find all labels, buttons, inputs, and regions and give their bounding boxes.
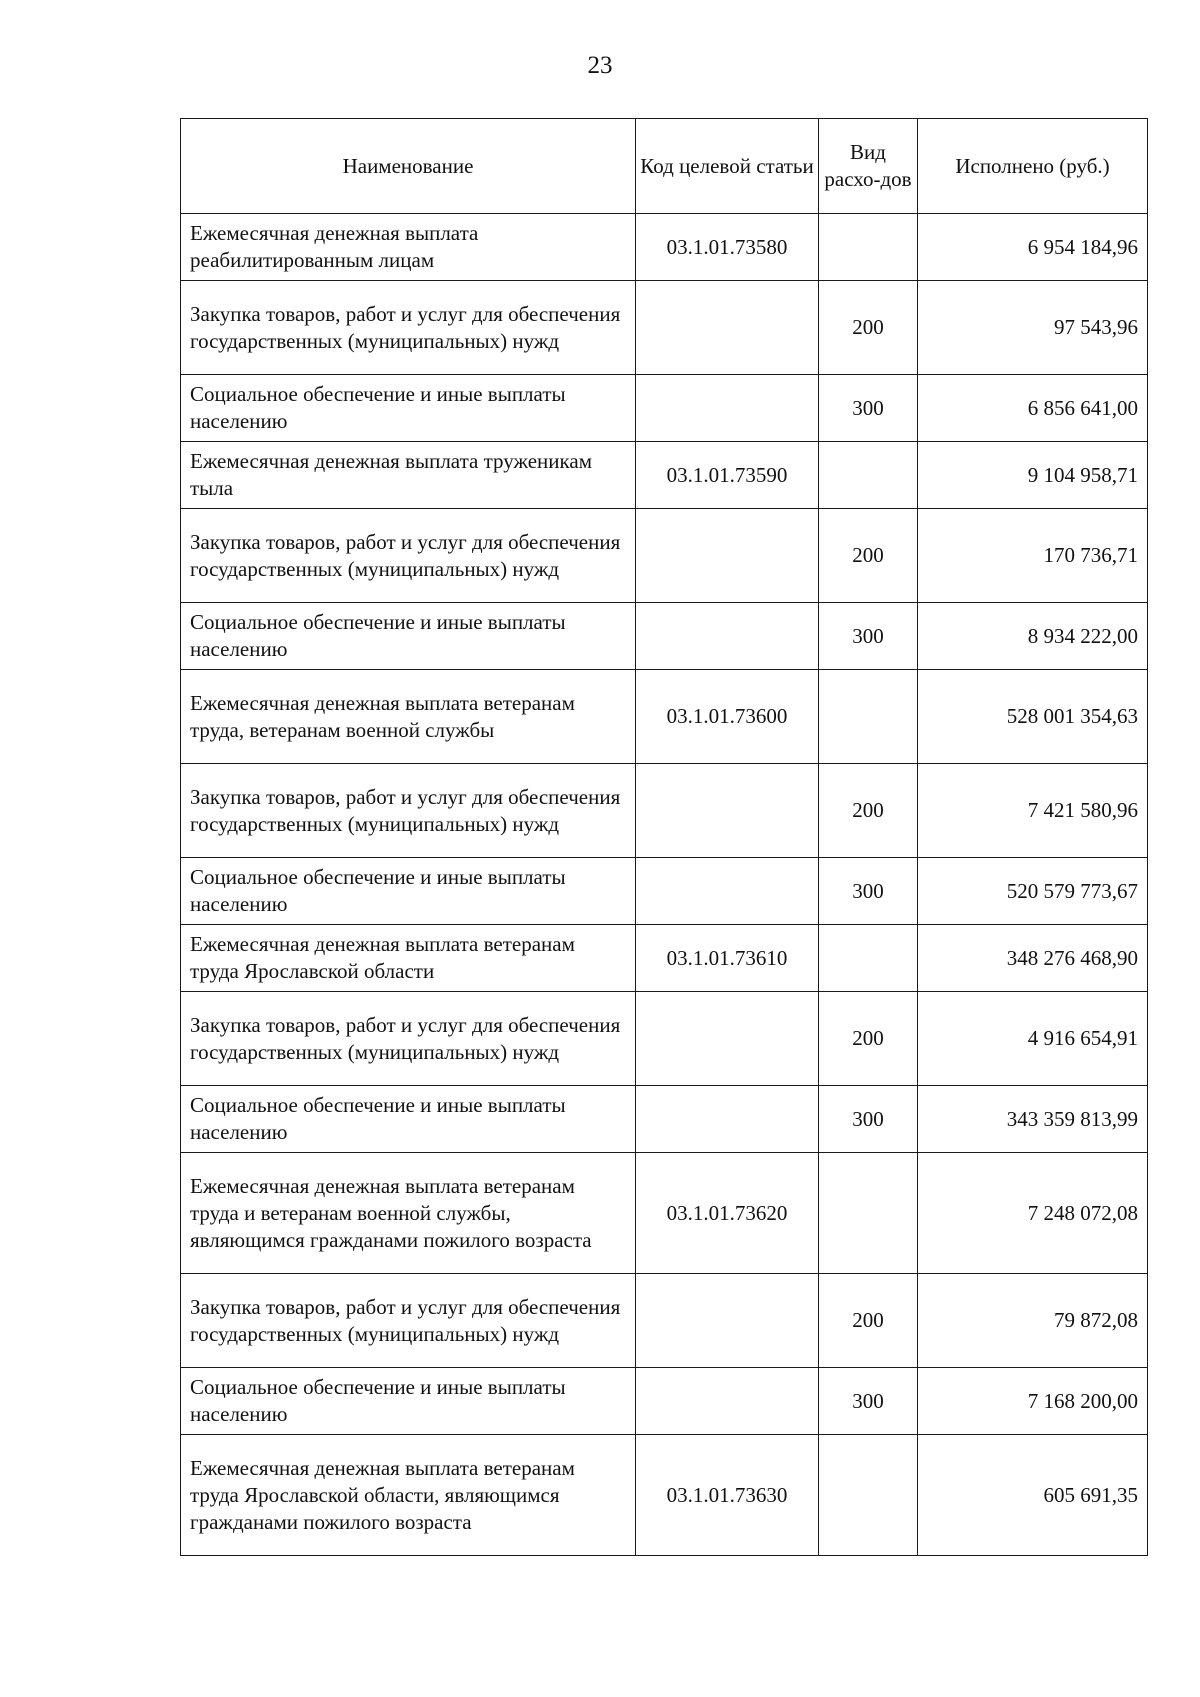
row-amount: 520 579 773,67 (918, 858, 1148, 925)
row-amount: 4 916 654,91 (918, 992, 1148, 1086)
table-row (181, 858, 1148, 925)
row-type: 300 (819, 603, 918, 670)
row-type (819, 925, 918, 992)
row-type: 300 (819, 375, 918, 442)
row-name: Ежемесячная денежная выплата ветеранам труда Ярославской области (181, 925, 636, 992)
row-name: Закупка товаров, работ и услуг для обеспечения государственных (муниципальных) нужд (181, 764, 636, 858)
table-row (181, 509, 1148, 603)
row-amount: 79 872,08 (918, 1274, 1148, 1368)
row-type: 300 (819, 1086, 918, 1153)
row-type: 200 (819, 1274, 918, 1368)
table-row (181, 1435, 1148, 1556)
row-name: Социальное обеспечение и иные выплаты населению (181, 1086, 636, 1153)
row-amount: 528 001 354,63 (918, 670, 1148, 764)
table-row (181, 281, 1148, 375)
row-amount: 97 543,96 (918, 281, 1148, 375)
row-code: 03.1.01.73620 (636, 1153, 819, 1274)
row-name: Социальное обеспечение и иные выплаты населению (181, 1368, 636, 1435)
row-code (636, 603, 819, 670)
row-type (819, 1435, 918, 1556)
header-code: Код целевой статьи (636, 119, 819, 214)
row-amount: 348 276 468,90 (918, 925, 1148, 992)
row-amount: 170 736,71 (918, 509, 1148, 603)
row-code: 03.1.01.73600 (636, 670, 819, 764)
row-code (636, 1368, 819, 1435)
row-name: Закупка товаров, работ и услуг для обеспечения государственных (муниципальных) нужд (181, 509, 636, 603)
row-amount: 7 168 200,00 (918, 1368, 1148, 1435)
row-type (819, 214, 918, 281)
table-row (181, 992, 1148, 1086)
row-name: Ежемесячная денежная выплата ветеранам труда Ярославской области, являющимся гражданами пожилого возраста (181, 1435, 636, 1556)
row-name: Ежемесячная денежная выплата ветеранам труда, ветеранам военной службы (181, 670, 636, 764)
row-amount: 8 934 222,00 (918, 603, 1148, 670)
table-row (181, 764, 1148, 858)
table-row (181, 925, 1148, 992)
table-row (181, 1274, 1148, 1368)
table-row (181, 1086, 1148, 1153)
row-code (636, 509, 819, 603)
row-amount: 343 359 813,99 (918, 1086, 1148, 1153)
row-code: 03.1.01.73630 (636, 1435, 819, 1556)
page-number: 23 (587, 52, 613, 79)
row-type: 300 (819, 1368, 918, 1435)
row-type: 200 (819, 992, 918, 1086)
table-row (181, 603, 1148, 670)
row-code (636, 281, 819, 375)
row-name: Социальное обеспечение и иные выплаты населению (181, 375, 636, 442)
row-name: Закупка товаров, работ и услуг для обеспечения государственных (муниципальных) нужд (181, 1274, 636, 1368)
budget-table (180, 118, 1148, 1556)
row-code: 03.1.01.73610 (636, 925, 819, 992)
row-code (636, 992, 819, 1086)
row-name: Социальное обеспечение и иные выплаты населению (181, 858, 636, 925)
row-amount: 7 248 072,08 (918, 1153, 1148, 1274)
table-row (181, 375, 1148, 442)
table-row (181, 1368, 1148, 1435)
table-row (181, 442, 1148, 509)
row-code (636, 1086, 819, 1153)
row-amount: 9 104 958,71 (918, 442, 1148, 509)
row-amount: 7 421 580,96 (918, 764, 1148, 858)
row-name: Ежемесячная денежная выплата ветеранам труда и ветеранам военной службы, являющимся гражданами пожилого возраста (181, 1153, 636, 1274)
table-row (181, 670, 1148, 764)
row-code (636, 858, 819, 925)
row-name: Закупка товаров, работ и услуг для обеспечения государственных (муниципальных) нужд (181, 992, 636, 1086)
row-type (819, 670, 918, 764)
row-name: Социальное обеспечение и иные выплаты населению (181, 603, 636, 670)
row-type: 200 (819, 509, 918, 603)
row-amount: 605 691,35 (918, 1435, 1148, 1556)
table-row (181, 1153, 1148, 1274)
table-row (181, 214, 1148, 281)
header-amount: Исполнено (руб.) (918, 119, 1148, 214)
row-type: 200 (819, 764, 918, 858)
row-amount: 6 954 184,96 (918, 214, 1148, 281)
header-type: Вид расхо-дов (819, 119, 918, 214)
row-code (636, 375, 819, 442)
row-amount: 6 856 641,00 (918, 375, 1148, 442)
header-name: Наименование (181, 119, 636, 214)
row-code: 03.1.01.73590 (636, 442, 819, 509)
row-type (819, 442, 918, 509)
row-type: 200 (819, 281, 918, 375)
row-name: Ежемесячная денежная выплата труженикам тыла (181, 442, 636, 509)
row-code (636, 1274, 819, 1368)
row-type: 300 (819, 858, 918, 925)
row-code (636, 764, 819, 858)
row-type (819, 1153, 918, 1274)
row-code: 03.1.01.73580 (636, 214, 819, 281)
row-name: Ежемесячная денежная выплата реабилитированным лицам (181, 214, 636, 281)
table-header-row (181, 119, 1148, 214)
row-name: Закупка товаров, работ и услуг для обеспечения государственных (муниципальных) нужд (181, 281, 636, 375)
